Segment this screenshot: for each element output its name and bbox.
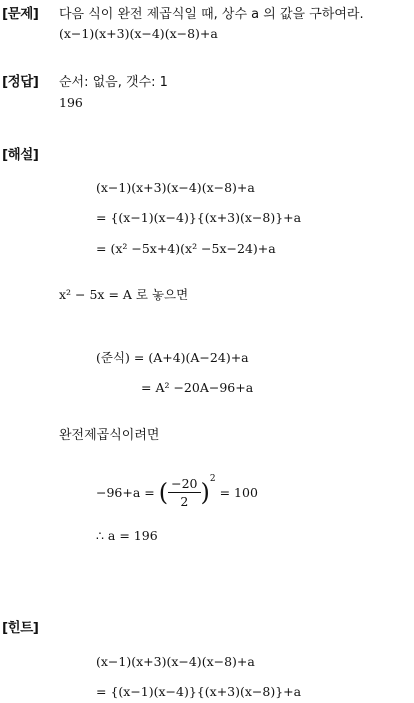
problem-expression: (x−1)(x+3)(x−4)(x−8)+a xyxy=(59,26,218,41)
line6-left: −96+a = xyxy=(96,485,155,500)
explanation-line-3: = (x² −5x+4)(x² −5x−24)+a xyxy=(96,241,276,256)
line6-right: = 100 xyxy=(219,485,258,500)
fraction xyxy=(168,476,200,509)
problem-label: [문제] xyxy=(2,6,39,22)
left-paren: ( xyxy=(158,478,169,507)
explanation-line-2: = {(x−1)(x−4)}{(x+3)(x−8)}+a xyxy=(96,210,302,225)
substitution-text: x² − 5x = A 로 놓으면 xyxy=(59,287,189,302)
explanation-line-7: ∴ a = 196 xyxy=(96,528,158,543)
explanation-line-6 xyxy=(96,476,258,509)
explanation-label: [해설] xyxy=(2,147,39,163)
hint-line-1: (x−1)(x+3)(x−4)(x−8)+a xyxy=(96,654,255,669)
square-exponent: 2 xyxy=(209,474,216,484)
answer-meta: 순서: 없음, 갯수: 1 xyxy=(59,75,168,90)
hint-line-2: = {(x−1)(x−4)}{(x+3)(x−8)}+a xyxy=(96,684,302,699)
answer-label: [정답] xyxy=(2,74,39,90)
explanation-line-1: (x−1)(x+3)(x−4)(x−8)+a xyxy=(96,180,255,195)
fraction-numerator: −20 xyxy=(168,476,200,493)
explanation-line-5: = A² −20A−96+a xyxy=(141,380,254,395)
fraction-denominator: 2 xyxy=(180,494,189,509)
condition-text: 완전제곱식이려면 xyxy=(59,428,160,443)
right-paren: ) xyxy=(200,478,210,507)
hint-label: [힌트] xyxy=(2,620,39,636)
problem-text: 다음 식이 완전 제곱식일 때, 상수 a 의 값을 구하여라. xyxy=(59,7,364,22)
answer-value: 196 xyxy=(59,95,83,110)
explanation-line-4: (준식) = (A+4)(A−24)+a xyxy=(96,350,249,365)
